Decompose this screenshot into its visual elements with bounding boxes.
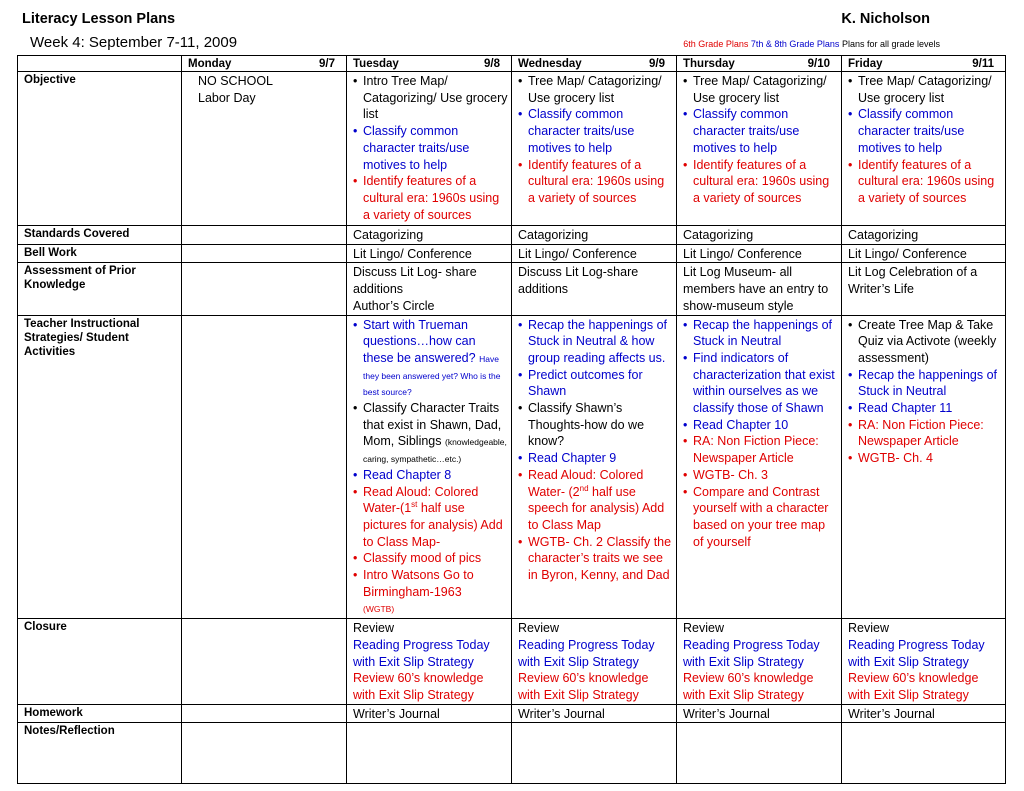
homework-friday: Writer’s Journal <box>842 704 1006 723</box>
closure-thursday: Review Reading Progress Today with Exit Slip Strategy Review 60’s knowledge with Exit Slip Strategy <box>677 619 842 705</box>
objective-item: • Identify features of a cultural era: 1960s using a variety of sources <box>858 157 1002 207</box>
homework-thursday: Writer’s Journal <box>677 704 842 723</box>
legend-all-grades: Plans for all grade levels <box>841 39 940 49</box>
homework-tuesday: Writer’s Journal <box>347 704 512 723</box>
row-label-homework: Homework <box>18 704 182 723</box>
row-label-notes: Notes/Reflection <box>18 723 182 784</box>
day-header-thursday: Thursday 9/10 <box>677 56 842 72</box>
legend-6th-grade: 6th Grade Plans <box>683 39 749 49</box>
strategy-item: • Read Chapter 8 <box>363 467 508 484</box>
closure-tuesday: Review Reading Progress Today with Exit Slip Strategy Review 60’s knowledge with Exit Slip Strategy <box>347 619 512 705</box>
author-name: K. Nicholson <box>841 11 930 27</box>
row-label-assessment: Assessment of Prior Knowledge <box>18 263 182 315</box>
notes-friday <box>842 723 1006 784</box>
homework-monday <box>182 704 347 723</box>
strategy-item: • WGTB- Ch. 2 Classify the character’s traits we see in Byron, Kenny, and Dad <box>528 534 673 584</box>
strategies-row <box>18 315 1006 619</box>
assessment-thursday: Lit Log Museum- all members have an entry to show-museum style <box>677 263 842 315</box>
monday-no-school: NO SCHOOL Labor Day <box>182 72 347 226</box>
notes-thursday <box>677 723 842 784</box>
closure-friday: Review Reading Progress Today with Exit Slip Strategy Review 60’s knowledge with Exit Slip Strategy <box>842 619 1006 705</box>
objective-wednesday <box>512 72 677 226</box>
strategy-item: • Read Aloud: Colored Water- (2nd half use speech for analysis) Add to Class Map <box>528 467 673 534</box>
strategy-item: • RA: Non Fiction Piece: Newspaper Article <box>693 433 838 466</box>
lesson-plan-table <box>17 55 1006 784</box>
strategies-monday <box>182 315 347 619</box>
bellwork-wednesday: Lit Lingo/ Conference <box>512 244 677 263</box>
standards-row <box>18 226 1006 245</box>
objective-tuesday <box>347 72 512 226</box>
strategy-item: • Recap the happenings of Stuck in Neutral & how group reading affects us. <box>528 317 673 367</box>
objective-item: • Classify common character traits/use motives to help <box>363 123 508 173</box>
week-label: Week 4: September 7-11, 2009 <box>30 34 238 51</box>
strategy-item: • Intro Watsons Go to Birmingham-1963 (WGTB) <box>363 567 508 618</box>
assessment-wednesday: Discuss Lit Log-share additions <box>512 263 677 315</box>
legend-7th-8th-grade: 7th & 8th Grade Plans <box>750 39 840 49</box>
closure-wednesday: Review Reading Progress Today with Exit Slip Strategy Review 60’s knowledge with Exit Slip Strategy <box>512 619 677 705</box>
assessment-friday: Lit Log Celebration of a Writer’s Life <box>842 263 1006 315</box>
day-header-row <box>18 56 1006 72</box>
day-header-tuesday: Tuesday 9/8 <box>347 56 512 72</box>
objective-row <box>18 72 1006 226</box>
strategy-item: • Read Chapter 11 <box>858 400 1002 417</box>
standards-thursday: Catagorizing <box>677 226 842 245</box>
strategy-item: • WGTB- Ch. 4 <box>858 450 1002 467</box>
objective-item: • Classify common character traits/use motives to help <box>693 106 838 156</box>
strategy-item: • Classify Shawn’s Thoughts-how do we know? <box>528 400 673 450</box>
strategies-thursday <box>677 315 842 619</box>
notes-row <box>18 723 1006 784</box>
strategy-item: • Create Tree Map & Take Quiz via Activote (weekly assessment) <box>858 317 1002 367</box>
strategy-item: • Read Chapter 10 <box>693 417 838 434</box>
day-header-friday: Friday 9/11 <box>842 56 1006 72</box>
bellwork-friday: Lit Lingo/ Conference <box>842 244 1006 263</box>
objective-thursday <box>677 72 842 226</box>
strategy-item: • WGTB- Ch. 3 <box>693 467 838 484</box>
document-title: Literacy Lesson Plans <box>22 11 176 27</box>
objective-item: • Identify features of a cultural era: 1960s using a variety of sources <box>528 157 673 207</box>
strategy-item: • Predict outcomes for Shawn <box>528 367 673 400</box>
row-label-standards: Standards Covered <box>18 226 182 245</box>
homework-row <box>18 704 1006 723</box>
row-label-objective: Objective <box>18 72 182 226</box>
bellwork-monday <box>182 244 347 263</box>
day-header-monday: Monday 9/7 <box>182 56 347 72</box>
objective-friday <box>842 72 1006 226</box>
notes-monday <box>182 723 347 784</box>
strategy-item: • RA: Non Fiction Piece: Newspaper Article <box>858 417 1002 450</box>
strategy-item: • Compare and Contrast yourself with a character based on your tree map of yourself <box>693 484 838 551</box>
objective-item: • Classify common character traits/use motives to help <box>528 106 673 156</box>
homework-wednesday: Writer’s Journal <box>512 704 677 723</box>
objective-item: • Tree Map/ Catagorizing/ Use grocery list <box>528 73 673 106</box>
strategy-item: • Read Chapter 9 <box>528 450 673 467</box>
assessment-tuesday: Discuss Lit Log- share additions Author’s Circle <box>347 263 512 315</box>
row-label-bellwork: Bell Work <box>18 244 182 263</box>
standards-wednesday: Catagorizing <box>512 226 677 245</box>
strategies-wednesday <box>512 315 677 619</box>
strategies-tuesday <box>347 315 512 619</box>
bellwork-tuesday: Lit Lingo/ Conference <box>347 244 512 263</box>
objective-item: • Classify common character traits/use motives to help <box>858 106 1002 156</box>
day-header-wednesday: Wednesday 9/9 <box>512 56 677 72</box>
notes-tuesday <box>347 723 512 784</box>
plans-legend <box>683 39 940 49</box>
assessment-monday <box>182 263 347 315</box>
objective-item: • Identify features of a cultural era: 1960s using a variety of sources <box>693 157 838 207</box>
strategy-item: • Classify mood of pics <box>363 550 508 567</box>
strategy-item: • Start with Trueman questions…how can these be answered? Have they been answered yet? Who is the best source? <box>363 317 508 401</box>
closure-monday <box>182 619 347 705</box>
objective-item: • Tree Map/ Catagorizing/ Use grocery list <box>693 73 838 106</box>
objective-item: • Intro Tree Map/ Catagorizing/ Use grocery list <box>363 73 508 123</box>
standards-monday <box>182 226 347 245</box>
standards-tuesday: Catagorizing <box>347 226 512 245</box>
strategy-item: • Recap the happenings of Stuck in Neutral <box>693 317 838 350</box>
row-label-strategies: Teacher Instructional Strategies/ Student Activities <box>18 315 182 619</box>
objective-item: • Tree Map/ Catagorizing/ Use grocery list <box>858 73 1002 106</box>
empty-corner-cell <box>18 56 182 72</box>
bellwork-row <box>18 244 1006 263</box>
strategy-item: • Classify Character Traits that exist in Shawn, Dad, Mom, Siblings (knowledgeable, caring, sympathetic…etc.) <box>363 400 508 467</box>
strategies-friday <box>842 315 1006 619</box>
standards-friday: Catagorizing <box>842 226 1006 245</box>
objective-item: • Identify features of a cultural era: 1960s using a variety of sources <box>363 173 508 223</box>
row-label-closure: Closure <box>18 619 182 705</box>
closure-row <box>18 619 1006 705</box>
strategy-item: • Recap the happenings of Stuck in Neutral <box>858 367 1002 400</box>
assessment-row <box>18 263 1006 315</box>
bellwork-thursday: Lit Lingo/ Conference <box>677 244 842 263</box>
notes-wednesday <box>512 723 677 784</box>
strategy-item: • Read Aloud: Colored Water-(1st half use pictures for analysis) Add to Class Map- <box>363 484 508 551</box>
strategy-item: • Find indicators of characterization that exist within ourselves as we classify those of Shawn <box>693 350 838 417</box>
